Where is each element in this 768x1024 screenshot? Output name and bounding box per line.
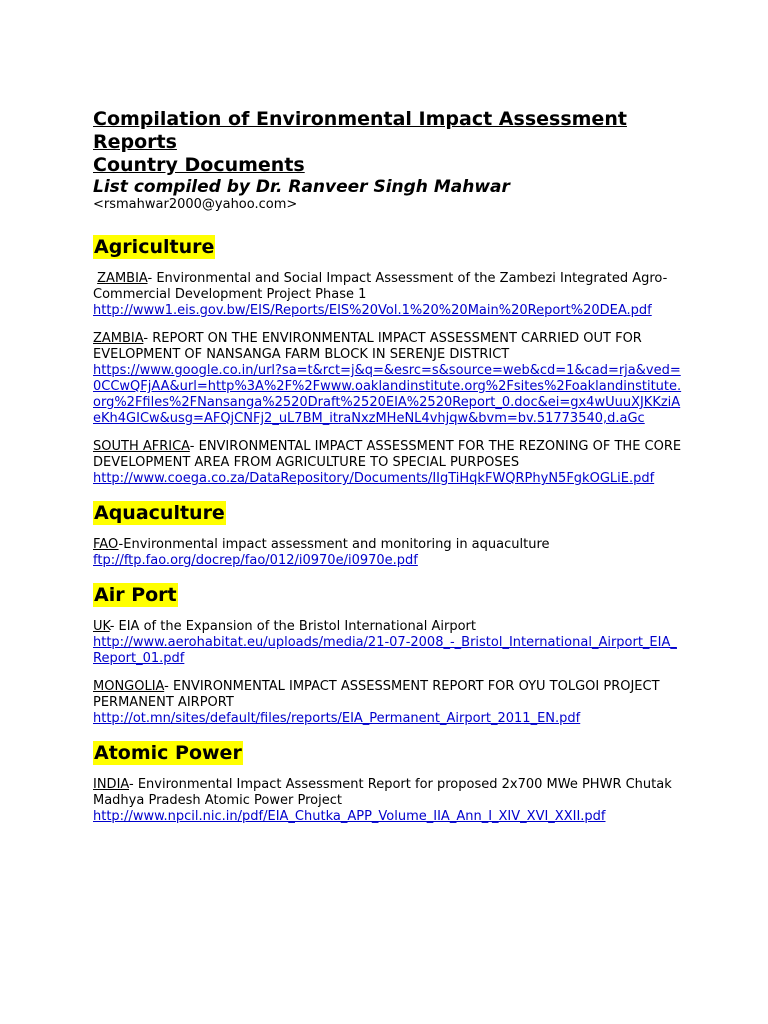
report-link[interactable]: ftp://ftp.fao.org/docrep/fao/012/i0970e/i0970e.pdf — [93, 553, 418, 568]
entry-description: -Environmental impact assessment and monitoring in aquaculture — [118, 537, 550, 552]
section-heading-airport: Air Port — [94, 584, 177, 606]
section-heading-atomic-power: Atomic Power — [94, 742, 242, 764]
entry-zambia-zambezi — [93, 271, 683, 319]
document-header — [93, 108, 683, 213]
section-agriculture — [93, 235, 683, 487]
entry-mongolia — [93, 679, 683, 727]
document-title: Compilation of Environmental Impact Assessment Reports — [93, 108, 627, 153]
section-aquaculture — [93, 501, 683, 569]
entry-country: FAO — [93, 537, 119, 552]
entry-description: - EIA of the Expansion of the Bristol International Airport — [109, 619, 476, 634]
entry-fao — [93, 537, 683, 569]
report-link[interactable]: http://www.aerohabitat.eu/uploads/media/21-07-2008_-_Bristol_International_Airport_EIA_Report_01.pdf — [93, 635, 677, 666]
compiled-by: List compiled by Dr. Ranveer Singh Mahwar — [93, 177, 510, 197]
entry-description: - REPORT ON THE ENVIRONMENTAL IMPACT ASSESSMENT CARRIED OUT FOR EVELOPMENT OF NANSANGA FARM BLOCK IN SERENJE DISTRICT — [93, 331, 642, 362]
entry-country: UK — [93, 619, 110, 634]
document-subtitle: Country Documents — [93, 154, 305, 176]
report-link[interactable]: https://www.google.co.in/url?sa=t&rct=j&q=&esrc=s&source=web&cd=1&cad=rja&ved=0CCwQFjAA&url=http%3A%2F%2Fwww.oaklandinstitute.org%2Fsites%2Foaklandinstitute.org%2Ffiles%2FNansanga%2520Draft%2520EIA%2520Report_0.doc&ei=gx4wUuuXJKKziAeKh4GICw&usg=AFQjCNFj2_uL7BM_itraNxzMHeNL4vhjqw&bvm=bv.51773540,d.aGc — [93, 363, 682, 426]
entry-india — [93, 777, 683, 825]
entry-uk — [93, 619, 683, 667]
entry-description: - Environmental and Social Impact Assessment of the Zambezi Integrated Agro-Commercial Development Project Phase 1 — [93, 271, 668, 302]
section-airport — [93, 583, 683, 727]
report-link[interactable]: http://www1.eis.gov.bw/EIS/Reports/EIS%20Vol.1%20%20Main%20Report%20DEA.pdf — [93, 303, 652, 318]
section-atomic-power — [93, 741, 683, 825]
entry-description: - Environmental Impact Assessment Report for proposed 2x700 MWe PHWR Chutak Madhya Pradesh Atomic Power Project — [93, 777, 672, 808]
report-link[interactable]: http://www.npcil.nic.in/pdf/EIA_Chutka_APP_Volume_IIA_Ann_I_XIV_XVI_XXII.pdf — [93, 809, 606, 824]
report-link[interactable]: http://ot.mn/sites/default/files/reports/EIA_Permanent_Airport_2011_EN.pdf — [93, 711, 581, 726]
report-link[interactable]: http://www.coega.co.za/DataRepository/Documents/IIgTiHqkFWQRPhyN5FgkOGLiE.pdf — [93, 471, 655, 486]
entry-country: ZAMBIA — [93, 331, 144, 346]
entry-country: MONGOLIA — [93, 679, 165, 694]
entry-south-africa — [93, 439, 683, 487]
author-email: <rsmahwar2000@yahoo.com> — [93, 197, 298, 212]
entry-description: - ENVIRONMENTAL IMPACT ASSESSMENT FOR THE REZONING OF THE CORE DEVELOPMENT AREA FROM AGRICULTURE TO SPECIAL PURPOSES — [93, 439, 682, 470]
document-page — [93, 108, 683, 825]
entry-zambia-nansanga — [93, 331, 683, 427]
entry-country: INDIA — [93, 777, 130, 792]
section-heading-aquaculture: Aquaculture — [94, 502, 225, 524]
entry-country: ZAMBIA — [97, 271, 148, 286]
entry-description: - ENVIRONMENTAL IMPACT ASSESSMENT REPORT FOR OYU TOLGOI PROJECT PERMANENT AIRPORT — [93, 679, 660, 710]
section-heading-agriculture: Agriculture — [94, 236, 215, 258]
entry-country: SOUTH AFRICA — [93, 439, 190, 454]
